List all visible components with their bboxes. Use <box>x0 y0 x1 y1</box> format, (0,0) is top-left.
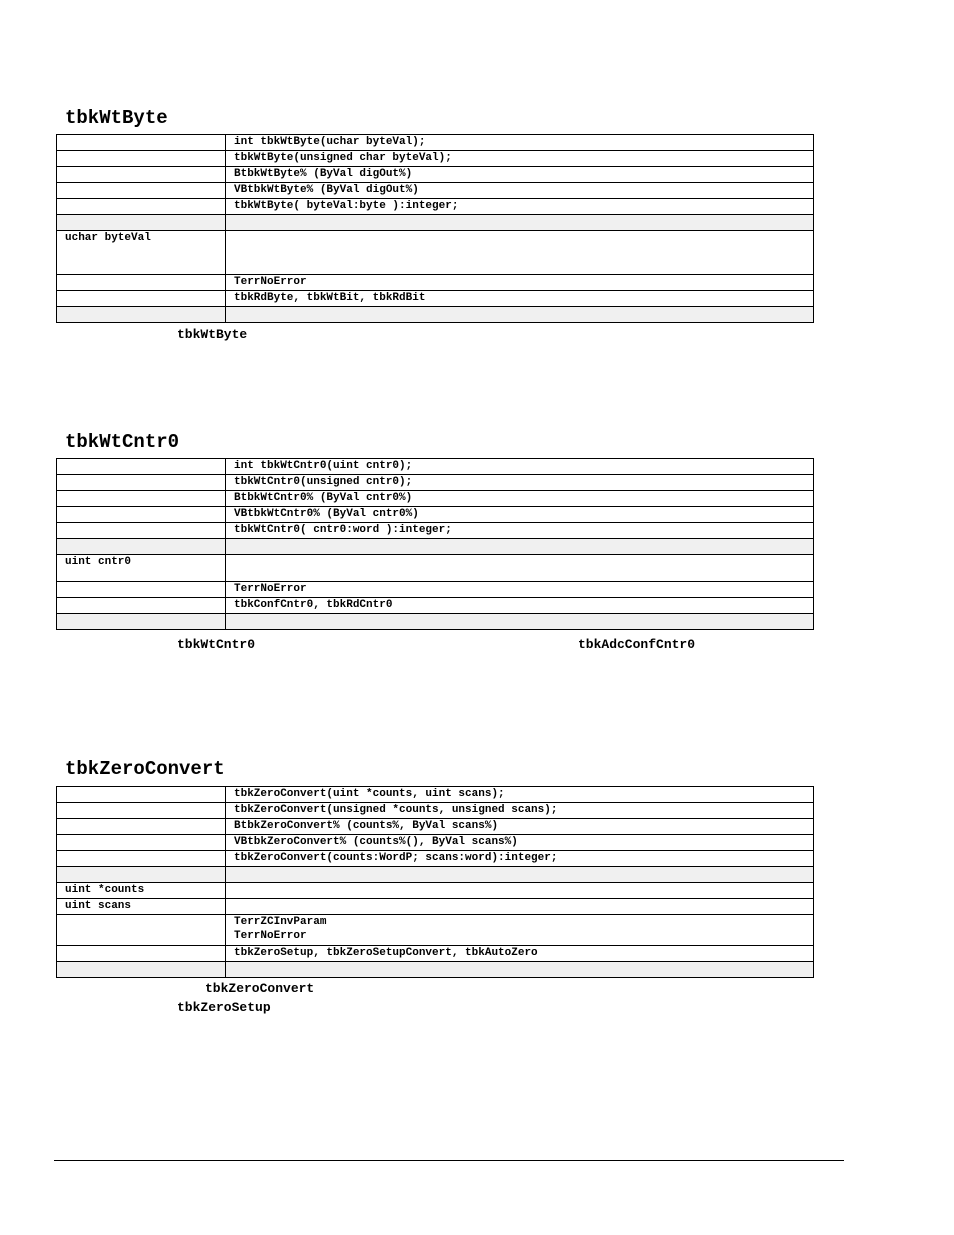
pascal-prototype: tbkWtCntr0( cntr0:word ):integer; <box>226 523 814 539</box>
usage-note-function: tbkWtCntr0 <box>177 637 256 652</box>
return-values <box>226 915 814 946</box>
cpp-prototype: tbkWtCntr0(unsigned cntr0); <box>226 475 814 491</box>
table-row-shaded <box>57 962 814 978</box>
table-row <box>57 291 814 307</box>
see-also: tbkRdByte, tbkWtBit, tbkRdBit <box>226 291 814 307</box>
basic-prototype: BtbkZeroConvert% (counts%, ByVal scans%) <box>226 819 814 835</box>
table-row-shaded <box>57 867 814 883</box>
table-row-parameter <box>57 883 814 899</box>
vb-prototype: VBtbkWtByte% (ByVal digOut%) <box>226 183 814 199</box>
table-row <box>57 915 814 946</box>
c-prototype: int tbkWtCntr0(uint cntr0); <box>226 459 814 475</box>
parameter-name: uchar byteVal <box>57 231 226 275</box>
table-row <box>57 835 814 851</box>
usage-note-related-function: tbkZeroSetup <box>177 1000 271 1015</box>
pascal-prototype: tbkWtByte( byteVal:byte ):integer; <box>226 199 814 215</box>
table-row-shaded <box>57 539 814 555</box>
parameter-name: uint scans <box>57 899 226 915</box>
table-row <box>57 199 814 215</box>
basic-prototype: BtbkWtCntr0% (ByVal cntr0%) <box>226 491 814 507</box>
table-row <box>57 523 814 539</box>
cpp-prototype: tbkWtByte(unsigned char byteVal); <box>226 151 814 167</box>
return-values: TerrNoError <box>226 275 814 291</box>
function-table-tbkwtbyte <box>56 134 814 323</box>
table-row-shaded <box>57 215 814 231</box>
table-row-parameter <box>57 899 814 915</box>
table-row-shaded <box>57 307 814 323</box>
function-table-tbkwtcntr0 <box>56 458 814 630</box>
return-value-ok: TerrNoError <box>234 930 307 942</box>
see-also: tbkZeroSetup, tbkZeroSetupConvert, tbkAutoZero <box>226 946 814 962</box>
table-row <box>57 507 814 523</box>
table-row <box>57 475 814 491</box>
section-title-tbkwtbyte: tbkWtByte <box>65 107 168 129</box>
basic-prototype: BtbkWtByte% (ByVal digOut%) <box>226 167 814 183</box>
table-row <box>57 598 814 614</box>
c-prototype: int tbkWtByte(uchar byteVal); <box>226 135 814 151</box>
table-row <box>57 803 814 819</box>
table-row <box>57 151 814 167</box>
vb-prototype: VBtbkZeroConvert% (counts%(), ByVal scans%) <box>226 835 814 851</box>
table-row <box>57 946 814 962</box>
table-row <box>57 135 814 151</box>
return-values: TerrNoError <box>226 582 814 598</box>
table-row-parameter <box>57 555 814 582</box>
see-also: tbkConfCntr0, tbkRdCntr0 <box>226 598 814 614</box>
c-prototype: tbkZeroConvert(uint *counts, uint scans); <box>226 787 814 803</box>
usage-note-function: tbkZeroConvert <box>205 981 315 996</box>
table-row-parameter <box>57 231 814 275</box>
table-row <box>57 819 814 835</box>
table-row-shaded <box>57 614 814 630</box>
table-row <box>57 491 814 507</box>
table-row <box>57 787 814 803</box>
table-row <box>57 167 814 183</box>
footer-divider <box>54 1160 844 1161</box>
usage-note-function: tbkWtByte <box>177 327 248 342</box>
vb-prototype: VBtbkWtCntr0% (ByVal cntr0%) <box>226 507 814 523</box>
return-value-error: TerrZCInvParam <box>234 916 327 928</box>
usage-note-related-function: tbkAdcConfCntr0 <box>578 637 696 652</box>
parameter-name: uint cntr0 <box>57 555 226 582</box>
parameter-name: uint *counts <box>57 883 226 899</box>
pascal-prototype: tbkZeroConvert(counts:WordP; scans:word):integer; <box>226 851 814 867</box>
table-row <box>57 459 814 475</box>
table-row <box>57 851 814 867</box>
cpp-prototype: tbkZeroConvert(unsigned *counts, unsigned scans); <box>226 803 814 819</box>
table-row <box>57 275 814 291</box>
function-table-tbkzeroconvert <box>56 786 814 978</box>
section-title-tbkzeroconvert: tbkZeroConvert <box>65 758 225 780</box>
section-title-tbkwtcntr0: tbkWtCntr0 <box>65 431 180 453</box>
table-row <box>57 582 814 598</box>
table-row <box>57 183 814 199</box>
